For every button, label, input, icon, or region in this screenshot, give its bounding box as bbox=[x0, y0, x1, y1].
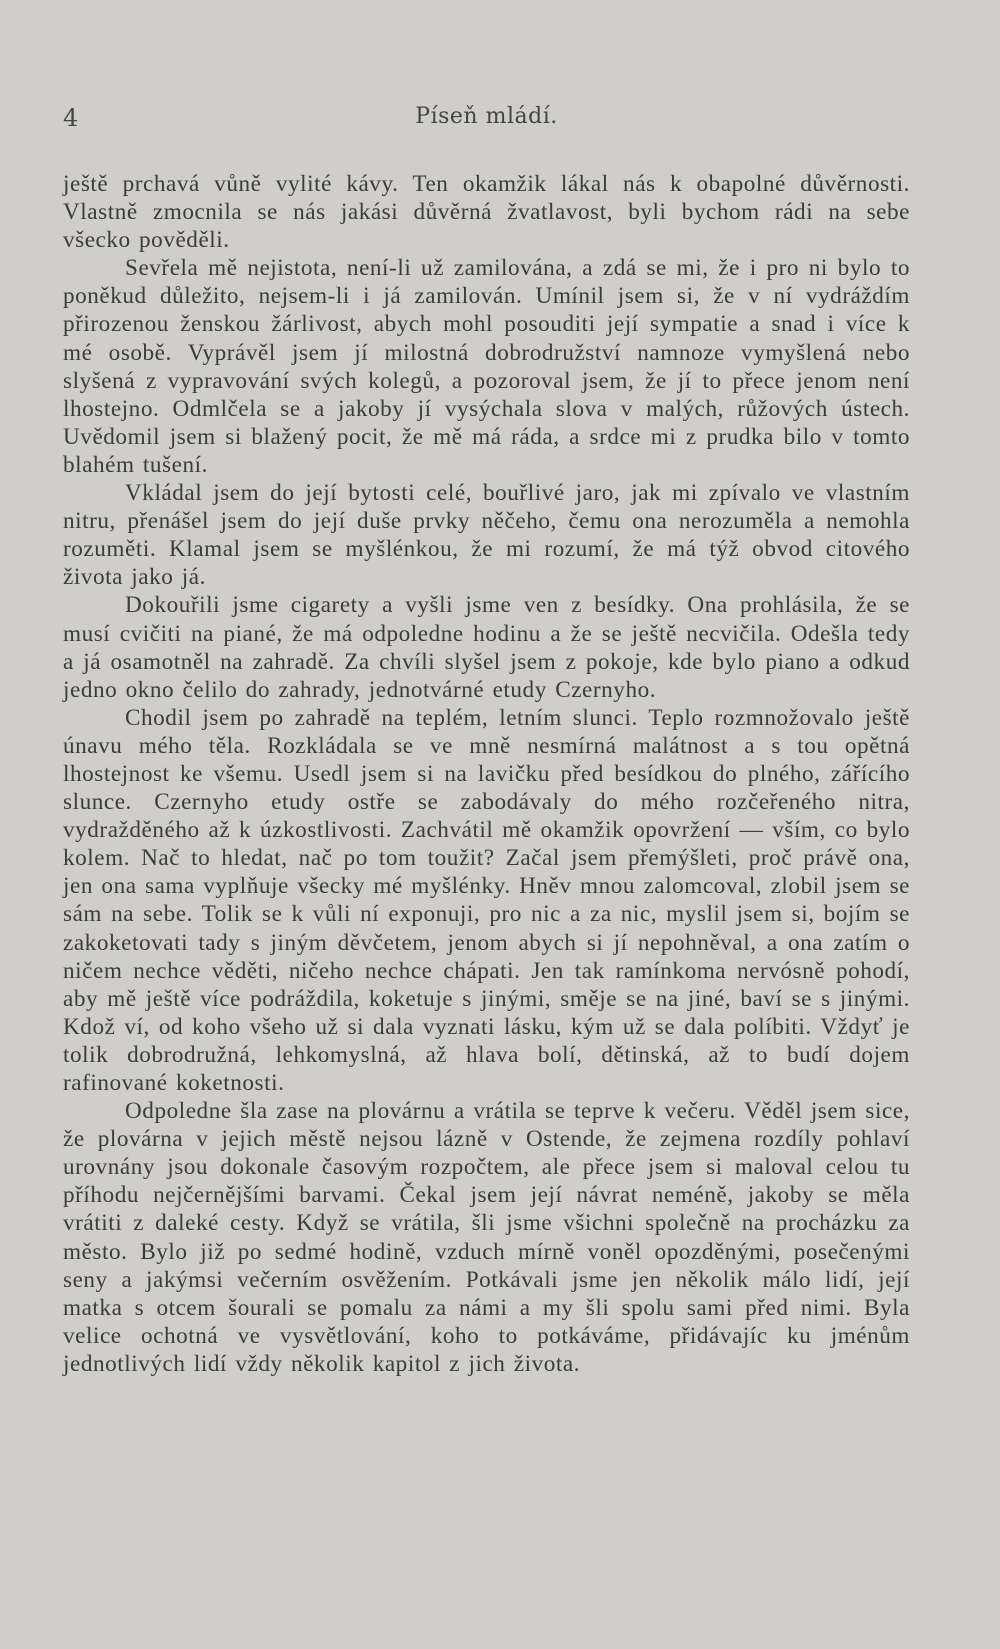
paragraph: ještě prchavá vůně vylité kávy. Ten okamžik lákal nás k obapolné důvěrnosti. Vlastně zmocnila se nás jakási důvěrná žvatlavost, byli bychom rádi na sebe všecko pověděli. bbox=[63, 171, 910, 254]
running-title: Píseň mládí. bbox=[415, 104, 558, 129]
paragraph: Sevřela mě nejistota, není-li už zamilována, a zdá se mi, že i pro ni bylo to poněkud důležito, nejsem-li i já zamilován. Umínil jsem si, že v ní vydráždím přirozenou ženskou žárlivost, abych mohl posouditi její sympatie a snad i více k mé osobě. Vyprávěl jsem jí milostná dobrodružství namnoze vymyšlená nebo slyšená z vypravování svých kolegů, a pozoroval jsem, že jí to přece jenom není lhostejno. Odmlčela se a jakoby jí vysýchala slova v malých, růžových ústech. Uvědomil jsem si blažený pocit, že mě má ráda, a srdce mi z prudka bilo v tomto blahém tušení. bbox=[63, 255, 910, 478]
page-number: 4 bbox=[63, 104, 79, 132]
page-header bbox=[63, 104, 910, 134]
paragraph: Odpoledne šla zase na plovárnu a vrátila se teprve k večeru. Věděl jsem sice, že plovárna v jejich městě nejsou lázně v Ostende, že zejmena rozdíly pohlaví urovnány jsou dokonale časovým rozpočtem, ale přece jsem si maloval celou tu příhodu nejčernějšími barvami. Čekal jsem její návrat neméně, jakoby se měla vrátiti z daleké cesty. Když se vrátila, šli jsme všichni společně na procházku za město. Bylo již po sedmé hodině, vzduch mírně voněl opozděnými, posečenými seny a jakýmsi večerním osvěžením. Potkávali jsme jen několik málo lidí, její matka s otcem šourali se pomalu za námi a my šli spolu sami před nimi. Byla velice ochotná ve vysvětlování, koho to potkáváme, přidávajíc ku jménům jednotlivých lidí vždy několik kapitol z jich života. bbox=[63, 1098, 910, 1377]
body-text bbox=[63, 170, 910, 1378]
paragraph: Vkládal jsem do její bytosti celé, bouřlivé jaro, jak mi zpívalo ve vlastním nitru, přenášel jsem do její duše prvky něčeho, čemu ona nerozuměla a nemohla rozuměti. Klamal jsem se myšlénkou, že mi rozumí, že má týž obvod citového života jako já. bbox=[63, 480, 910, 591]
paragraph: Dokouřili jsme cigarety a vyšli jsme ven z besídky. Ona prohlásila, že se musí cvičiti na piané, že má odpoledne hodinu a že se ještě necvičila. Odešla tedy a já osamotněl na zahradě. Za chvíli slyšel jsem z pokoje, kde bylo piano a odkud jedno okno čelilo do zahrady, jednotvárné etudy Czernyho. bbox=[63, 592, 910, 703]
paragraph: Chodil jsem po zahradě na teplém, letním slunci. Teplo rozmnožovalo ještě únavu mého těla. Rozkládala se ve mně nesmírná malátnost a s tou opětná lhostejnost ke všemu. Usedl jsem si na lavičku před besídkou do plného, zářícího slunce. Czernyho etudy ostře se zabodávaly do mého rozčeřeného nitra, vydražděného až k úzkostlivosti. Zachvátil mě okamžik opovržení — vším, co bylo kolem. Nač to hledat, nač po tom toužit? Začal jsem přemýšleti, proč právě ona, jen ona sama vyplňuje všecky mé myšlénky. Hněv mnou zalomcoval, zlobil jsem se sám na sebe. Tolik se k vůli ní exponuji, pro nic a za nic, myslil jsem si, bojím se zakoketovati tady s jiným děvčetem, jenom abych si jí nepohněval, a ona zatím o ničem nechce věděti, ničeho nechce chápati. Jen tak ramínkoma nervósně pohodí, aby mě ještě více podráždila, koketuje s jinými, směje se na jiné, baví se s jinými. Kdož ví, od koho všeho už si dala vyznati lásku, kým už se dala políbiti. Vždyť je tolik dobrodružná, lehkomyslná, až hlava bolí, dětinská, až to budí dojem rafinované koketnosti. bbox=[63, 704, 910, 1096]
